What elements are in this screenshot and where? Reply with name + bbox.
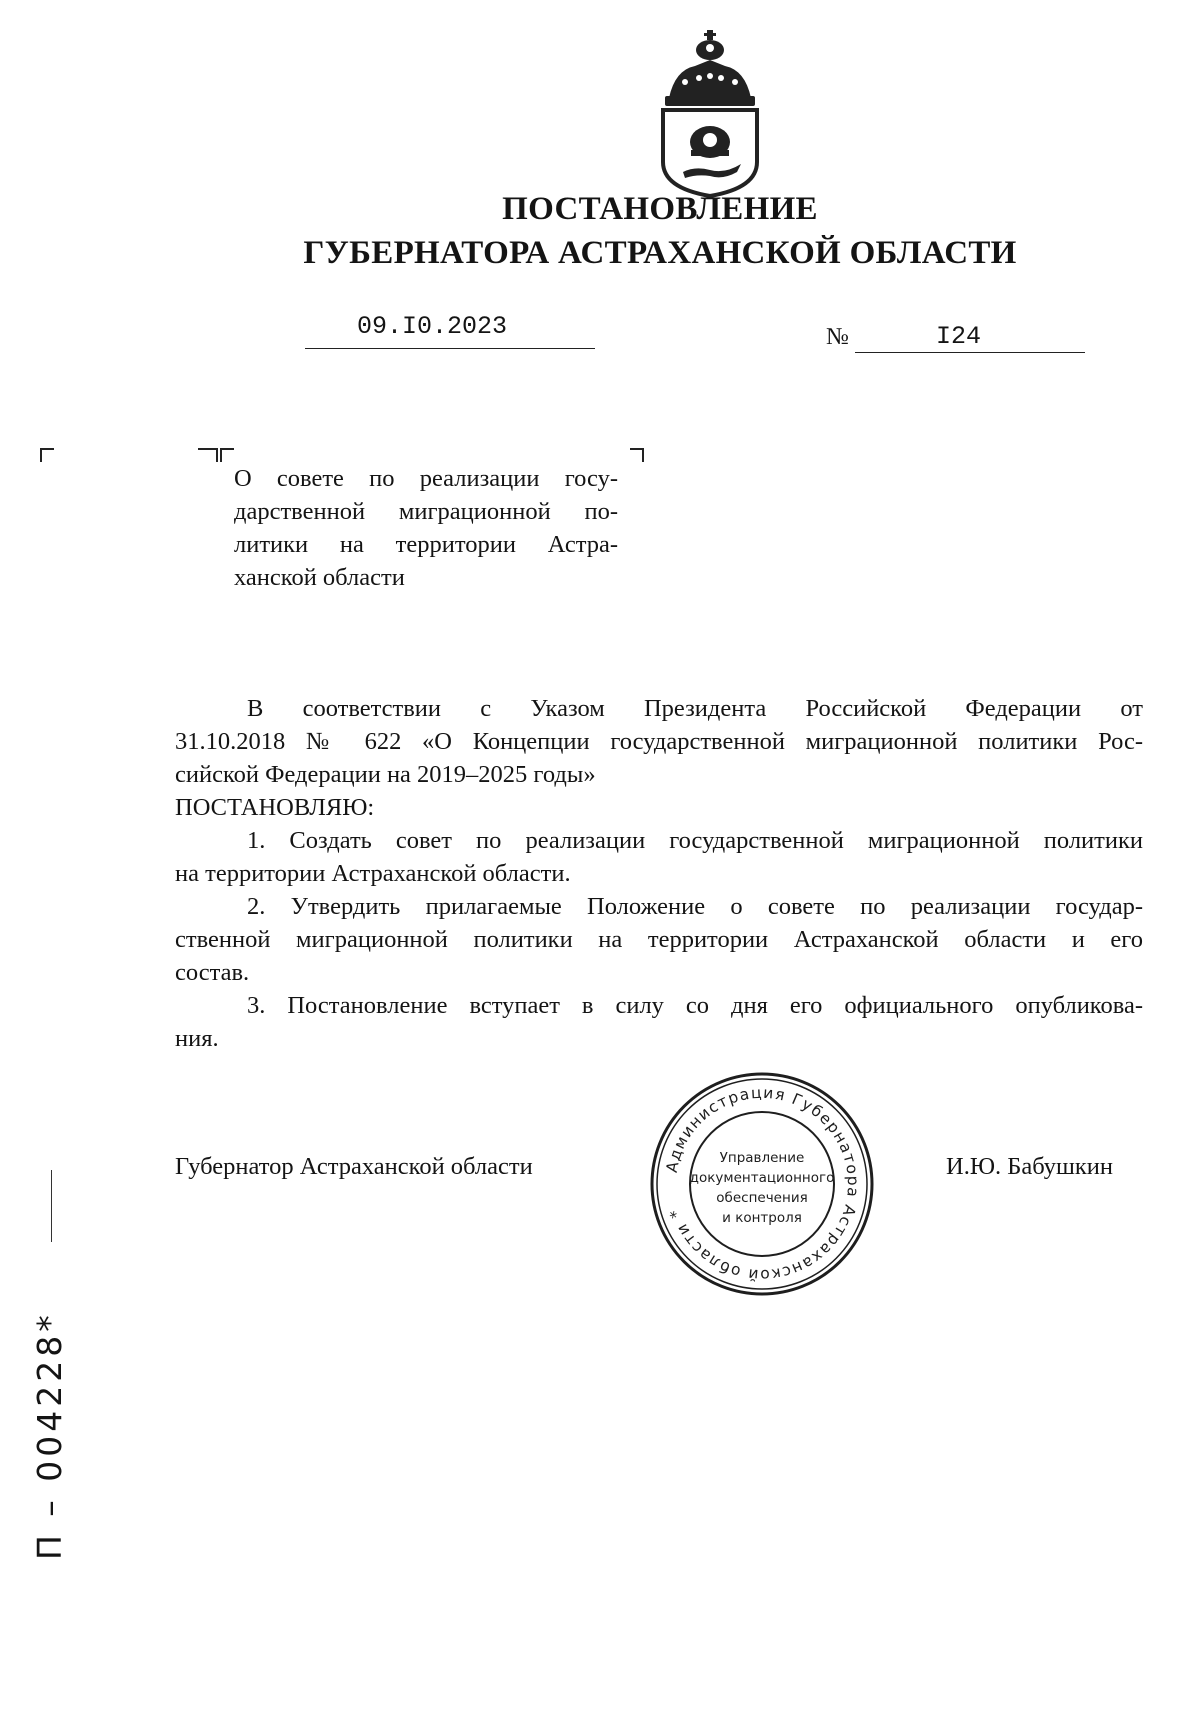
corner-mark: [198, 448, 218, 462]
margin-line: [51, 1170, 52, 1242]
body-line: ния.: [175, 1025, 219, 1052]
corner-mark: [40, 448, 54, 462]
corner-mark: [220, 448, 234, 462]
number-underline: [855, 352, 1085, 353]
svg-text:обеспечения: обеспечения: [716, 1190, 808, 1206]
issuer-title: ГУБЕРНАТОРА АСТРАХАНСКОЙ ОБЛАСТИ: [303, 235, 1017, 271]
signatory-position: Губернатор Астраханской области: [175, 1153, 533, 1180]
corner-mark: [630, 448, 644, 462]
signatory-name: И.Ю. Бабушкин: [946, 1153, 1113, 1180]
number-sign: №: [826, 324, 849, 350]
body-line: сийской Федерации на 2019–2025 годы»: [175, 761, 596, 788]
body-line: ственной миграционной политики на территории Астраханской области и его: [175, 926, 1143, 953]
decree-word: ПОСТАНОВЛЯЮ:: [175, 794, 375, 821]
subject-line: литики на территории Астра-: [234, 531, 618, 558]
body-line: на территории Астраханской области.: [175, 860, 571, 887]
subject-line: дарственной миграционной по-: [234, 498, 618, 525]
body-line: 1. Создать совет по реализации государственной миграционной политики: [247, 827, 1143, 854]
document-number: I24: [936, 322, 982, 351]
body-line: 31.10.2018 № 622 «О Концепции государственной миграционной политики Рос-: [175, 728, 1143, 755]
subject-line: О совете по реализации госу-: [234, 465, 618, 492]
body-line: 3. Постановление вступает в силу со дня его официального опубликова-: [247, 992, 1143, 1019]
svg-text:Администрация Губернатора Астр: Администрация Губернатора Астраханской области *: [662, 1083, 863, 1285]
document-date: 09.I0.2023: [357, 312, 508, 341]
body-line: В соответствии с Указом Президента Российской Федерации от: [247, 695, 1143, 722]
coat-of-arms-emblem: [655, 30, 765, 198]
svg-text:Управление: Управление: [719, 1150, 805, 1166]
date-underline: [305, 348, 595, 349]
document-type-title: ПОСТАНОВЛЕНИЕ: [502, 191, 818, 227]
document-subject: [234, 462, 618, 594]
subject-line: ханской области: [234, 564, 405, 591]
svg-text:и контроля: и контроля: [722, 1210, 802, 1226]
body-line: состав.: [175, 959, 250, 986]
official-seal-stamp: [648, 1070, 876, 1298]
svg-text:документационного: документационного: [689, 1170, 835, 1186]
document-body: [175, 692, 1143, 1055]
body-line: 2. Утвердить прилагаемые Положение о совете по реализации государ-: [247, 893, 1143, 920]
registration-side-number: П – 004228*: [30, 1311, 69, 1560]
